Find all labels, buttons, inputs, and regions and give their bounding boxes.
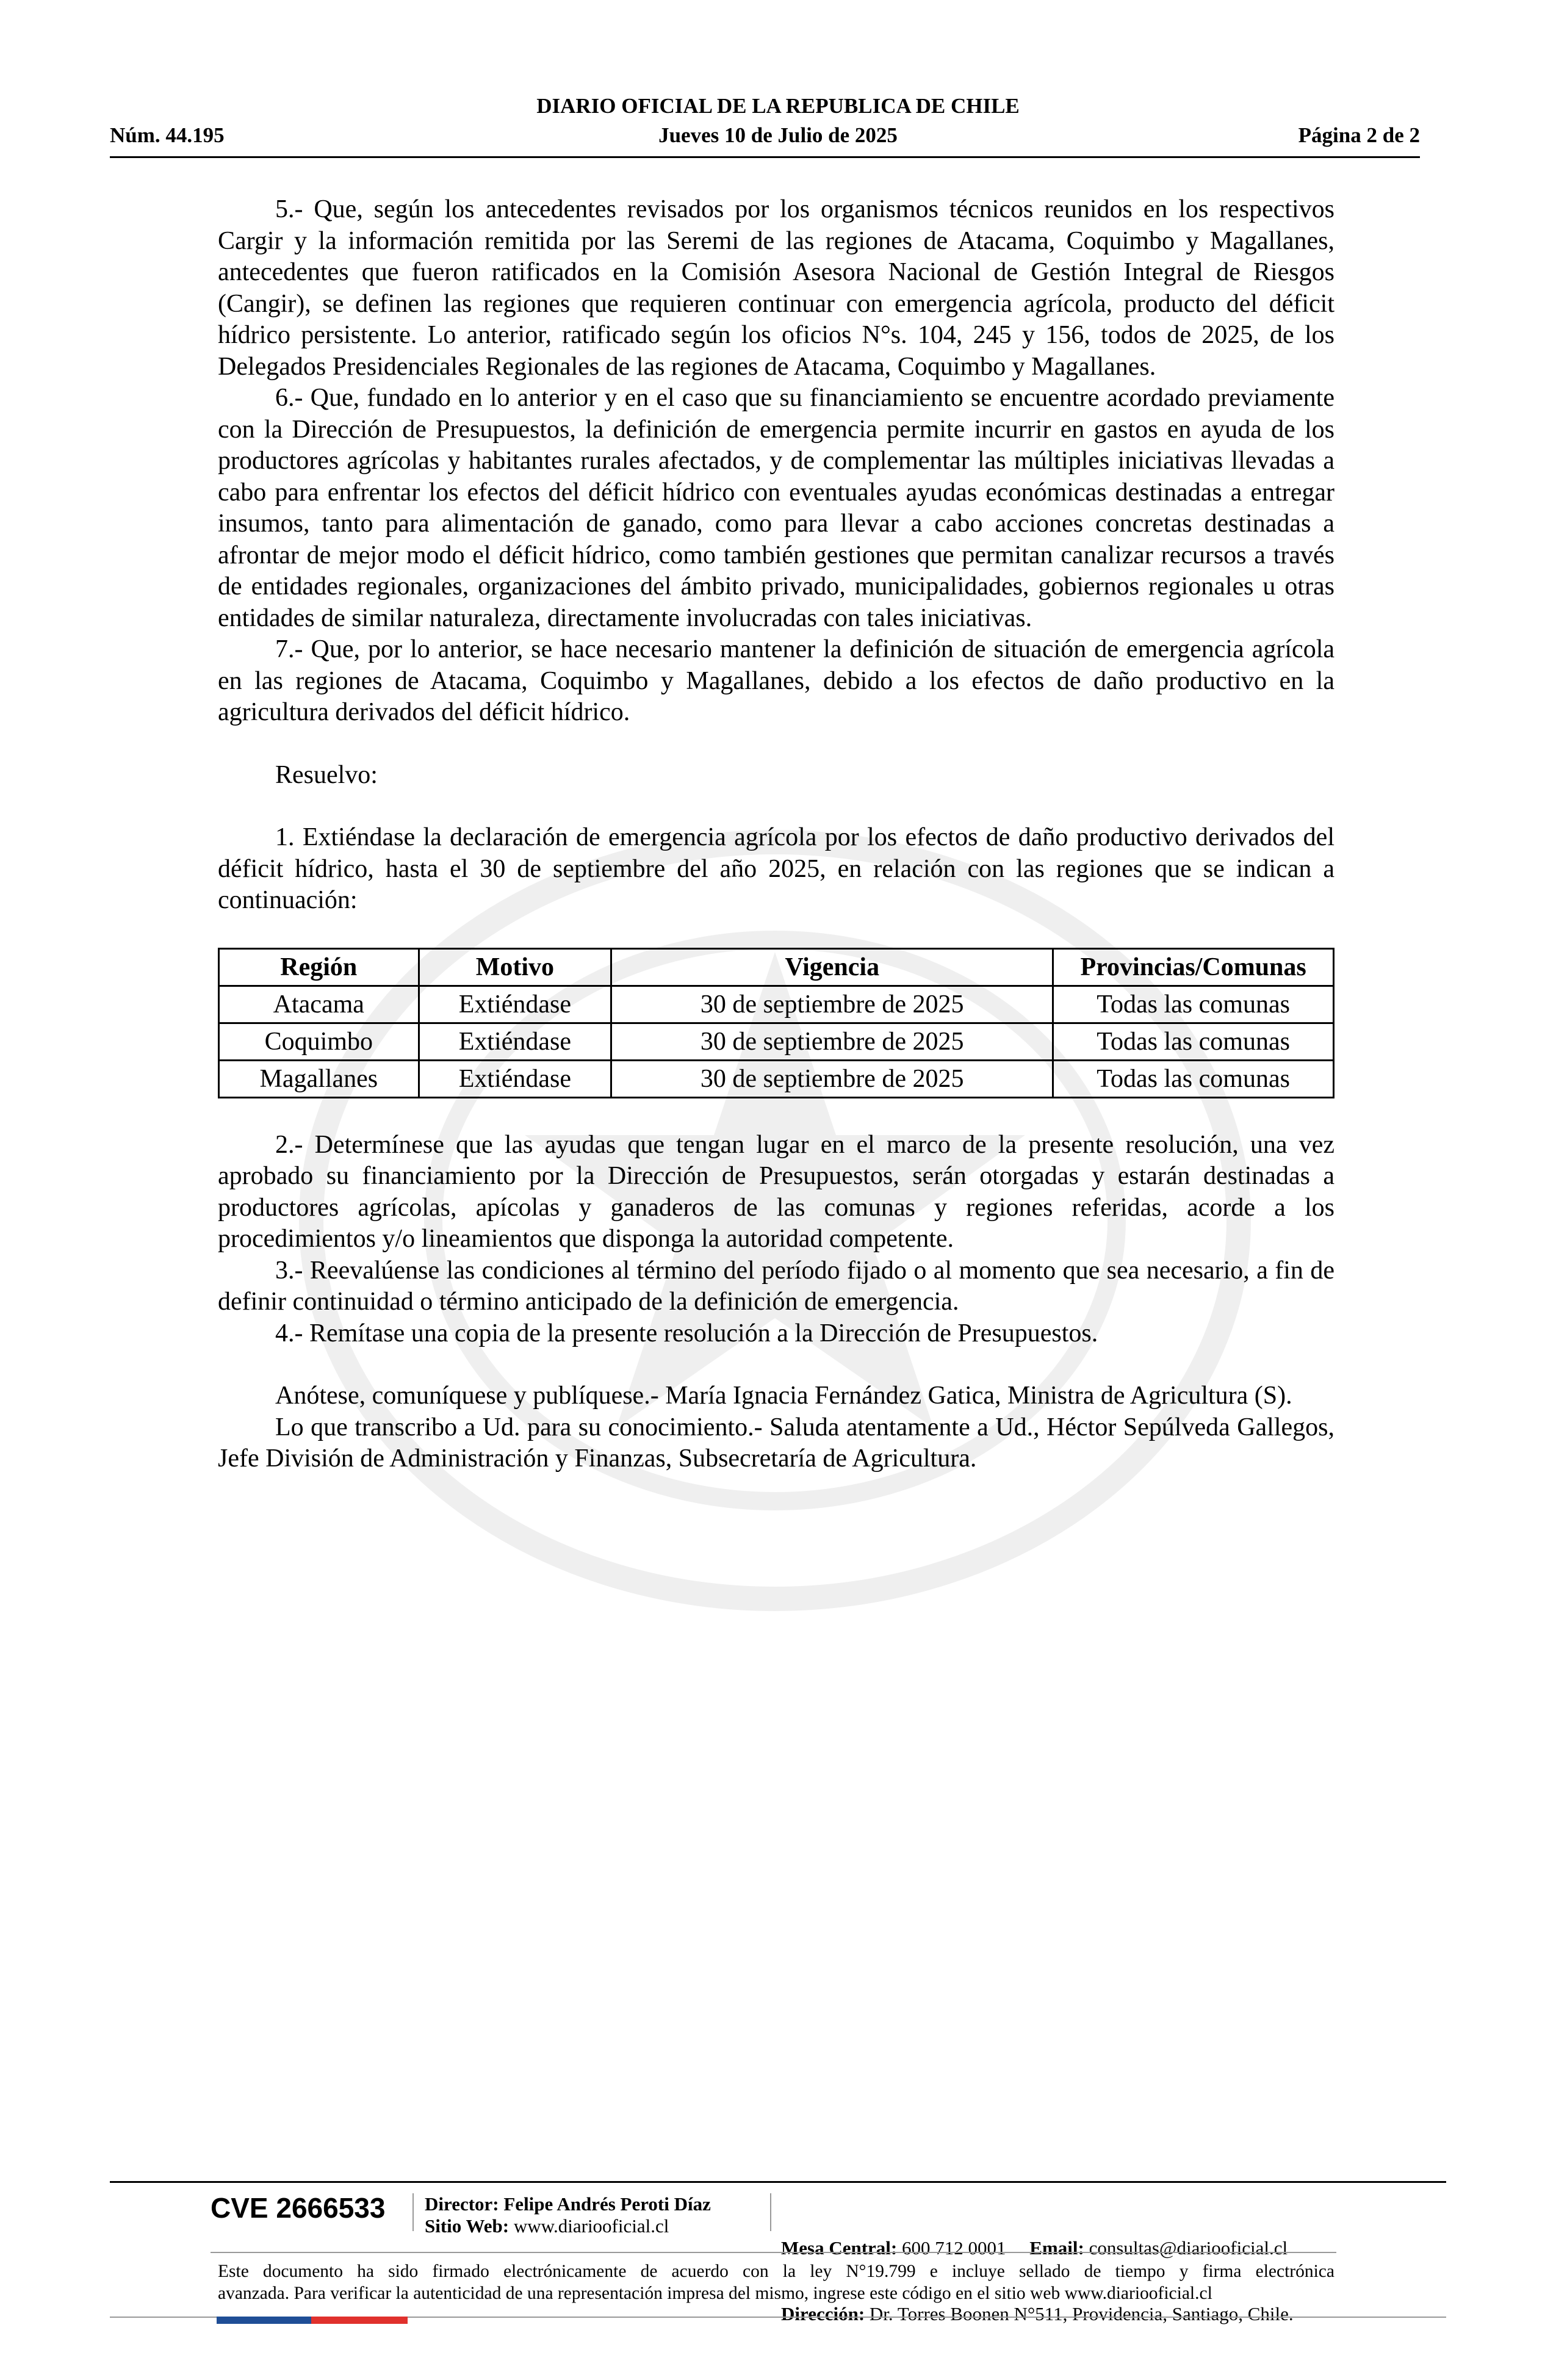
resuelvo-heading: Resuelvo: bbox=[275, 760, 378, 789]
table-row bbox=[219, 1060, 1334, 1097]
regions-table bbox=[218, 948, 1334, 1098]
considerando-6: 6.- Que, fundado en lo anterior y en el caso que su financiamiento se encuentre acordado previamente con la Dirección de Presupuestos, la definición de emergencia permite incurrir en gastos en ayuda de los productores agrícolas y habitantes rurales afectados, y de complementar las múltiples iniciativas llevadas a cabo para enfrentar los efectos del déficit hídrico con eventuales ayudas económicas destinadas a entregar insumos, tanto para alimentación de ganado, como para llevar a cabo acciones concretas destinadas a afrontar de mejor modo el déficit hídrico, como también gestiones que permitan canalizar recursos a través de entidades regionales, organizaciones del ámbito privado, municipalidades, gobiernos regionales u otras entidades de similar naturaleza, directamente involucradas con tales iniciativas. bbox=[218, 384, 1334, 632]
table-row bbox=[219, 1023, 1334, 1060]
table-cell: 30 de septiembre de 2025 bbox=[611, 1060, 1053, 1097]
footer-separator bbox=[770, 2193, 771, 2231]
table-row bbox=[219, 986, 1334, 1023]
director-label: Director: bbox=[425, 2193, 499, 2215]
resolution-4: 4.- Remítase una copia de la presente resolución a la Dirección de Presupuestos. bbox=[275, 1319, 1098, 1347]
legal-notice bbox=[218, 2260, 1334, 2304]
resolution-2: 2.- Determínese que las ayudas que tengan lugar en el marco de la presente resolución, una vez aprobado su financiamiento por la Dirección de Presupuestos, serán otorgadas y estarán destinadas a productores agrícolas, apícolas y ganaderos de las comunas y regiones referidas, acorde a los procedimientos y/o lineamientos que disponga la autoridad competente. bbox=[218, 1130, 1334, 1253]
page-number: Página 2 de 2 bbox=[1298, 123, 1420, 147]
resolution-3: 3.- Reevalúense las condiciones al término del período fijado o al momento que sea necesario, a fin de definir continuidad o término anticipado de la definición de emergencia. bbox=[218, 1256, 1334, 1316]
flag-bar-blue bbox=[217, 2317, 311, 2324]
table-cell: Atacama bbox=[219, 986, 419, 1023]
considerando-5: 5.- Que, según los antecedentes revisados por los organismos técnicos reunidos en los respectivos Cargir y la información remitida por las Seremi de las regiones de Atacama, Coquimbo y Magallanes, antecedentes que fueron ratificados en la Comisión Asesora Nacional de Gestión Integral de Riesgos (Cangir), se definen las regiones que requieren continuar con emergencia agrícola, producto del déficit hídrico persistente. Lo anterior, ratificado según los oficios N°s. 104, 245 y 156, todos de 2025, de los Delegados Presidenciales Regionales de las regiones de Atacama, Coquimbo y Magallanes. bbox=[218, 195, 1334, 381]
column-header-motivo: Motivo bbox=[419, 948, 611, 986]
issue-date: Jueves 10 de Julio de 2025 bbox=[658, 123, 898, 147]
footer-divider-top bbox=[110, 2181, 1446, 2183]
table-cell: Extiéndase bbox=[419, 1023, 611, 1060]
email-link[interactable]: consultas@diariooficial.cl bbox=[1089, 2237, 1288, 2259]
footer-director-block bbox=[425, 2193, 711, 2237]
director-name: Felipe Andrés Peroti Díaz bbox=[503, 2193, 711, 2215]
document-body bbox=[218, 194, 1334, 1475]
table-cell: Todas las comunas bbox=[1053, 1060, 1334, 1097]
closing-signature: Anótese, comuníquese y publíquese.- María Ignacia Fernández Gatica, Ministra de Agricultura (S). bbox=[275, 1382, 1292, 1410]
table-cell: Coquimbo bbox=[219, 1023, 419, 1060]
issue-number: Núm. 44.195 bbox=[110, 123, 225, 147]
closing-transcription: Lo que transcribo a Ud. para su conocimiento.- Saluda atentamente a Ud., Héctor Sepúlveda Gallegos, Jefe División de Administración y Finanzas, Subsecretaría de Agricultura. bbox=[218, 1413, 1334, 1473]
resolution-1: 1. Extiéndase la declaración de emergencia agrícola por los efectos de daño productivo derivados del déficit hídrico, hasta el 30 de septiembre del año 2025, en relación con las regiones que se indican a continuación: bbox=[218, 823, 1334, 914]
address-value: Dr. Torres Boonen N°511, Providencia, Santiago, Chile. bbox=[869, 2303, 1294, 2324]
table-cell: 30 de septiembre de 2025 bbox=[611, 986, 1053, 1023]
table-cell: Magallanes bbox=[219, 1060, 419, 1097]
website-label: Sitio Web: bbox=[425, 2215, 510, 2237]
footer-separator bbox=[412, 2193, 414, 2231]
header-divider bbox=[110, 156, 1420, 158]
flag-bar-red bbox=[311, 2317, 408, 2324]
address-label: Dirección: bbox=[781, 2303, 865, 2324]
table-header-row bbox=[219, 948, 1334, 986]
considerando-7: 7.- Que, por lo anterior, se hace necesario mantener la definición de situación de emergencia agrícola en las regiones de Atacama, Coquimbo y Magallanes, debido a los efectos de daño productivo en la agricultura derivados del déficit hídrico. bbox=[218, 635, 1334, 726]
mesa-label: Mesa Central: bbox=[781, 2237, 898, 2259]
table-cell: Extiéndase bbox=[419, 1060, 611, 1097]
cve-code: CVE 2666533 bbox=[211, 2192, 386, 2224]
legal-line-1: Este documento ha sido firmado electrónicamente de acuerdo con la ley N°19.799 e incluye sellado de tiempo y firma electrónica bbox=[218, 2262, 1334, 2281]
website-link[interactable]: www.diariooficial.cl bbox=[513, 2215, 669, 2237]
column-header-region: Región bbox=[219, 948, 419, 986]
table-cell: Todas las comunas bbox=[1053, 1023, 1334, 1060]
table-cell: Todas las comunas bbox=[1053, 986, 1334, 1023]
footer-divider-mid bbox=[211, 2252, 1336, 2253]
newspaper-title: DIARIO OFICIAL DE LA REPUBLICA DE CHILE bbox=[536, 94, 1020, 118]
legal-line-2: avanzada. Para verificar la autenticidad de una representación impresa del mismo, ingrese este código en el sitio web www.diariooficial.cl bbox=[218, 2284, 1212, 2303]
email-label: Email: bbox=[1029, 2237, 1084, 2259]
column-header-vigencia: Vigencia bbox=[611, 948, 1053, 986]
table-cell: Extiéndase bbox=[419, 986, 611, 1023]
column-header-comunas: Provincias/Comunas bbox=[1053, 948, 1334, 986]
mesa-phone: 600 712 0001 bbox=[902, 2237, 1006, 2259]
table-cell: 30 de septiembre de 2025 bbox=[611, 1023, 1053, 1060]
